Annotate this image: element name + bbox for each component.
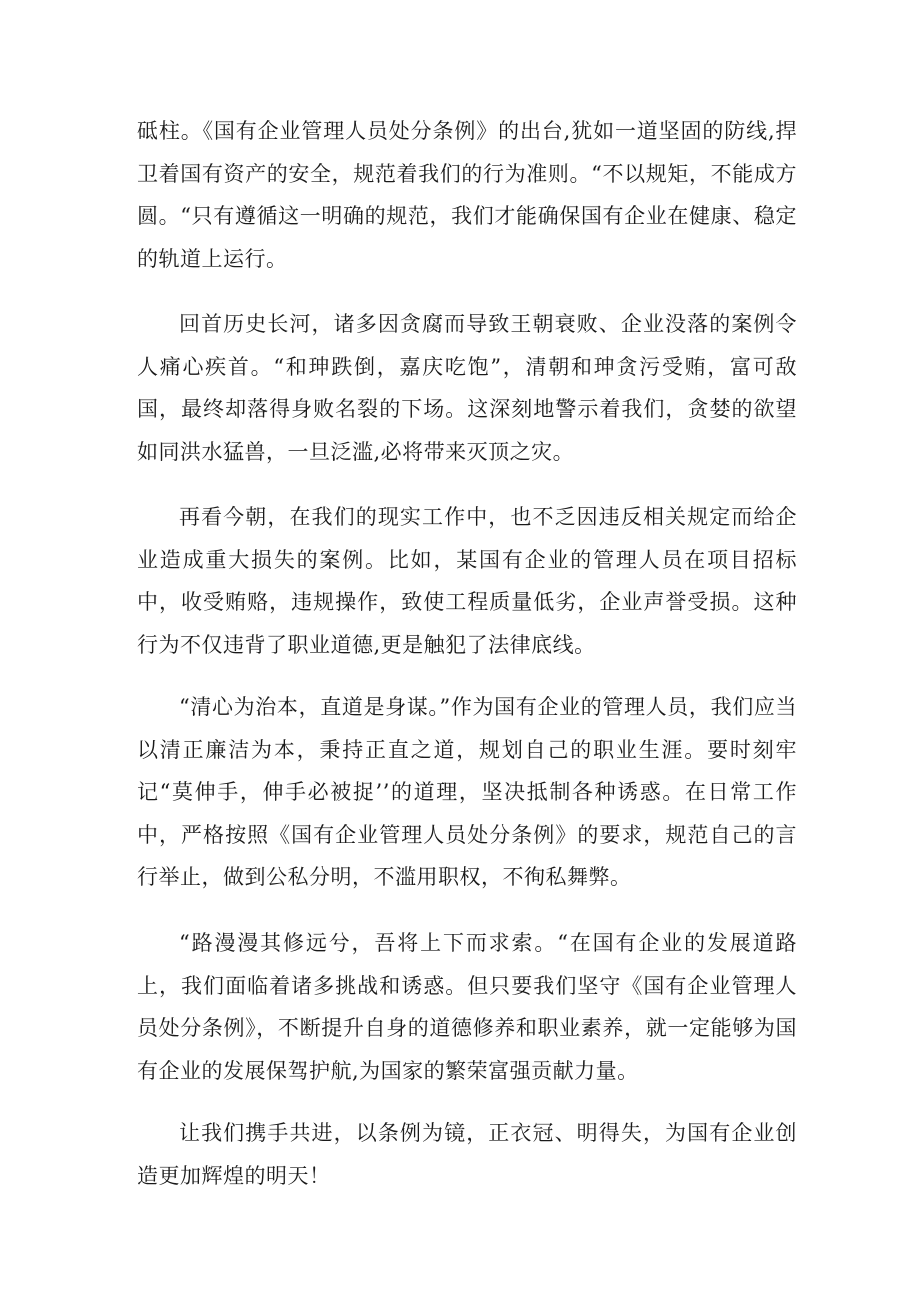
paragraph-development: “路漫漫其修远兮，吾将上下而求索。“在国有企业的发展道路上，我们面临着诸多挑战和诱惑。但只要我们坚守《国有企业管理人员处分条例》，不断提升自身的道德修养和职业素养，就一定能够为国有企业的发展保驾护航,为国家的繁荣富强贡献力量。 (137, 931, 797, 1083)
paragraph-closing: 让我们携手共进，以条例为镜，正衣冠、明得失，为国有企业创造更加辉煌的明天！ (137, 1121, 797, 1188)
paragraph-present: 再看今朝，在我们的现实工作中，也不乏因违反相关规定而给企业造成重大损失的案例。比如，某国有企业的管理人员在项目招标中，收受贿赂，违规操作，致使工程质量低劣，企业声誉受损。这种行为不仅违背了职业道德,更是触犯了法律底线。 (137, 505, 797, 657)
paragraph-history: 回首历史长河，诸多因贪腐而导致王朝衰败、企业没落的案例令人痛心疾首。“和珅跌倒，嘉庆吃饱”，清朝和珅贪污受贿，富可敌国，最终却落得身败名裂的下场。这深刻地警示着我们，贪婪的欲望如同洪水猛兽，一旦泛滥,必将带来灭顶之灾。 (137, 312, 797, 464)
paragraph-continuation: 砥柱。《国有企业管理人员处分条例》的出台,犹如一道坚固的防线,捍卫着国有资产的安全，规范着我们的行为准则。“不以规矩，不能成方圆。“只有遵循这一明确的规范，我们才能确保国有企业在健康、稳定的轨道上运行。 (137, 119, 797, 271)
paragraph-integrity: “清心为治本，直道是身谋。”作为国有企业的管理人员，我们应当以清正廉洁为本，秉持正直之道，规划自己的职业生涯。要时刻牢记“莫伸手，伸手必被捉’’的道理，坚决抵制各种诱惑。在日常工作中，严格按照《国有企业管理人员处分条例》的要求，规范自己的言行举止，做到公私分明，不滥用职权，不徇私舞弊。 (137, 695, 797, 889)
